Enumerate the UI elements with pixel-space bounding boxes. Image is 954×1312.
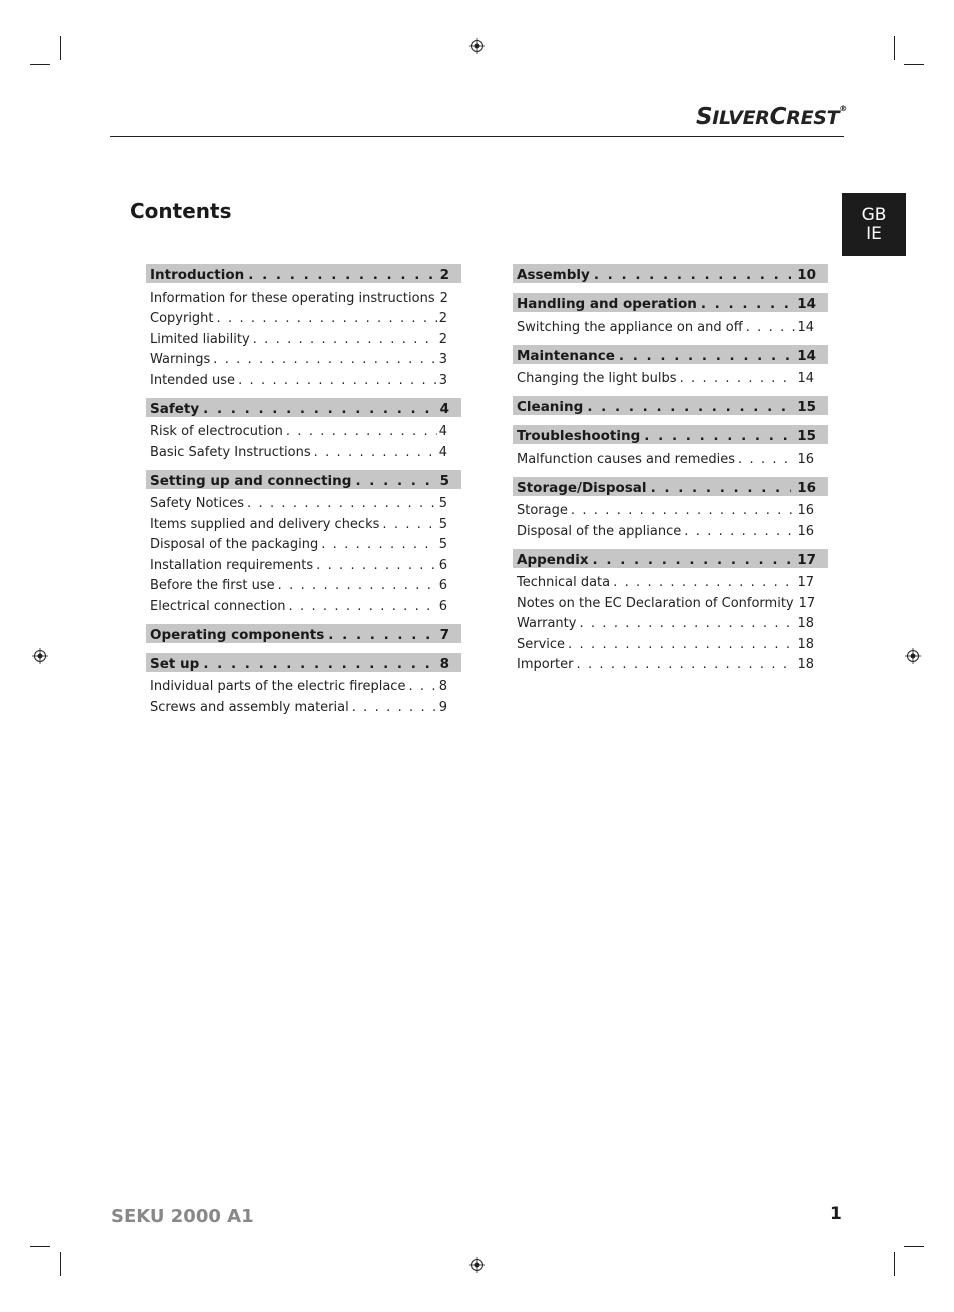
toc-section-heading xyxy=(513,477,828,496)
dot-leader xyxy=(619,348,791,364)
entry-title: Items supplied and delivery checks xyxy=(150,516,380,532)
toc-entry-list xyxy=(513,364,828,387)
brand-initial: S xyxy=(696,104,713,130)
toc-entry xyxy=(146,593,461,614)
toc-entry xyxy=(513,631,828,652)
crop-mark xyxy=(60,1252,61,1276)
toc-section xyxy=(146,624,461,643)
entry-page-number: 14 xyxy=(797,371,814,386)
section-title: Set up xyxy=(150,655,200,672)
entry-page-number: 5 xyxy=(438,516,447,532)
brand-initial: C xyxy=(769,104,787,130)
entry-page-number: 18 xyxy=(797,616,814,631)
toc-entry xyxy=(146,694,461,715)
section-title: Safety xyxy=(150,400,200,417)
registration-mark-icon xyxy=(32,648,48,664)
toc-entry-list xyxy=(146,672,461,715)
dot-leader xyxy=(247,496,437,511)
dot-leader xyxy=(571,503,796,518)
toc-left-column xyxy=(146,264,461,725)
crop-mark xyxy=(894,36,895,60)
toc-entry xyxy=(513,570,828,591)
dot-leader xyxy=(594,267,791,283)
section-title: Introduction xyxy=(150,267,245,283)
entry-page-number: 5 xyxy=(438,537,447,552)
entry-title: Notes on the EC Declaration of Conformity xyxy=(517,595,794,611)
toc-section xyxy=(513,345,828,387)
dot-leader xyxy=(328,627,433,643)
registration-mark-icon xyxy=(905,648,921,664)
dot-leader xyxy=(593,552,792,568)
entry-title: Electrical connection xyxy=(150,598,286,614)
section-page-number: 17 xyxy=(797,551,816,568)
entry-page-number: 16 xyxy=(797,503,814,518)
dot-leader xyxy=(644,428,791,444)
language-code: GB xyxy=(861,204,887,225)
entry-page-number: 6 xyxy=(438,598,447,614)
entry-title: Information for these operating instructions xyxy=(150,290,435,306)
entry-title: Warnings xyxy=(150,352,211,367)
toc-entry xyxy=(513,498,828,519)
entry-title: Importer xyxy=(517,657,574,672)
entry-page-number: 2 xyxy=(438,311,447,326)
language-tab xyxy=(842,193,906,256)
entry-title: Disposal of the packaging xyxy=(150,537,319,552)
dot-leader xyxy=(577,657,796,672)
toc-entry xyxy=(146,439,461,460)
dot-leader xyxy=(738,452,795,467)
dot-leader xyxy=(568,637,795,652)
toc-section-heading xyxy=(513,396,828,415)
section-page-number: 16 xyxy=(797,479,816,496)
toc-entry xyxy=(146,511,461,532)
entry-title: Individual parts of the electric fireplace xyxy=(150,679,406,694)
dot-leader xyxy=(253,332,437,347)
crop-mark xyxy=(60,36,61,60)
entry-title: Switching the appliance on and off xyxy=(517,319,743,335)
entry-title: Changing the light bulbs xyxy=(517,371,677,386)
entry-page-number: 9 xyxy=(438,699,447,715)
section-title: Assembly xyxy=(517,267,590,283)
crop-mark xyxy=(30,1246,50,1247)
dot-leader xyxy=(613,575,795,590)
toc-entry xyxy=(513,446,828,467)
dot-leader xyxy=(382,517,436,532)
toc-section xyxy=(513,264,828,283)
toc-section xyxy=(513,425,828,467)
entry-title: Copyright xyxy=(150,311,214,326)
toc-section xyxy=(146,264,461,388)
section-title: Cleaning xyxy=(517,399,584,415)
model-number: SEKU 2000 A1 xyxy=(111,1206,254,1227)
dot-leader xyxy=(238,373,437,388)
dot-leader xyxy=(217,311,437,326)
dot-leader xyxy=(352,700,437,715)
toc-entry-list xyxy=(513,496,828,539)
dot-leader xyxy=(248,267,433,283)
toc-entry xyxy=(513,611,828,632)
entry-page-number: 4 xyxy=(438,444,447,460)
section-title: Setting up and connecting xyxy=(150,472,352,489)
toc-entry xyxy=(146,674,461,695)
section-page-number: 14 xyxy=(797,296,816,312)
dot-leader xyxy=(408,679,436,694)
entry-title: Warranty xyxy=(517,616,577,631)
dot-leader xyxy=(321,537,437,552)
dot-leader xyxy=(316,558,437,573)
toc-section-heading xyxy=(146,653,461,672)
entry-page-number: 18 xyxy=(797,636,814,652)
dot-leader xyxy=(680,371,796,386)
dot-leader xyxy=(289,599,437,614)
registration-mark-icon xyxy=(469,38,485,54)
toc-entry-list xyxy=(513,444,828,467)
section-title: Handling and operation xyxy=(517,296,697,312)
entry-title: Disposal of the appliance xyxy=(517,523,682,539)
toc-entry-list xyxy=(146,489,461,614)
brand-logo xyxy=(696,104,847,130)
toc-entry xyxy=(146,306,461,327)
section-page-number: 4 xyxy=(439,400,449,417)
toc-section-heading xyxy=(513,425,828,444)
entry-page-number: 18 xyxy=(797,657,814,672)
toc-entry xyxy=(146,491,461,512)
toc-section-heading xyxy=(513,345,828,364)
toc-entry xyxy=(146,347,461,368)
toc-section xyxy=(513,477,828,539)
section-title: Storage/Disposal xyxy=(517,479,647,496)
toc-entry xyxy=(513,590,828,611)
dot-leader xyxy=(587,399,791,415)
toc-section-heading xyxy=(146,624,461,643)
dot-leader xyxy=(684,524,795,539)
toc-entry xyxy=(513,366,828,387)
toc-entry xyxy=(146,573,461,594)
toc-entry-list xyxy=(513,312,828,335)
dot-leader xyxy=(355,473,433,489)
toc-section xyxy=(146,470,461,614)
toc-entry-list xyxy=(513,568,828,673)
section-page-number: 14 xyxy=(797,347,816,364)
entry-title: Intended use xyxy=(150,372,236,388)
section-title: Operating components xyxy=(150,626,325,643)
entry-page-number: 3 xyxy=(438,372,447,388)
dot-leader xyxy=(203,656,433,672)
section-page-number: 5 xyxy=(439,472,449,489)
entry-title: Risk of electrocution xyxy=(150,424,283,439)
entry-page-number: 16 xyxy=(797,451,814,467)
registered-mark: ® xyxy=(839,104,847,113)
dot-leader xyxy=(203,401,433,417)
toc-entry-list xyxy=(146,417,461,460)
crop-mark xyxy=(30,64,50,65)
toc-section xyxy=(146,653,461,715)
entry-title: Safety Notices xyxy=(150,496,245,511)
toc-section xyxy=(513,396,828,415)
section-page-number: 8 xyxy=(439,655,449,672)
toc-section-heading xyxy=(146,264,461,283)
entry-page-number: 6 xyxy=(438,578,447,593)
header-rule xyxy=(110,136,844,137)
dot-leader xyxy=(579,616,795,631)
entry-page-number: 6 xyxy=(438,557,447,573)
toc-section xyxy=(146,398,461,460)
toc-section-heading xyxy=(513,264,828,283)
section-title: Maintenance xyxy=(517,347,615,364)
entry-page-number: 2 xyxy=(438,331,447,347)
toc-entry xyxy=(513,518,828,539)
section-page-number: 15 xyxy=(797,399,816,415)
toc-entry-list xyxy=(146,283,461,388)
dot-leader xyxy=(651,480,792,496)
dot-leader xyxy=(701,296,791,312)
toc-section-heading xyxy=(146,398,461,417)
entry-page-number: 2 xyxy=(439,290,448,306)
crop-mark xyxy=(904,64,924,65)
brand-text: REST xyxy=(786,107,840,129)
dot-leader xyxy=(746,320,796,335)
section-title: Troubleshooting xyxy=(517,428,641,444)
toc-entry xyxy=(513,314,828,335)
entry-page-number: 4 xyxy=(438,424,447,439)
toc-entry xyxy=(146,532,461,553)
toc-entry xyxy=(146,367,461,388)
section-page-number: 7 xyxy=(439,626,449,643)
entry-page-number: 16 xyxy=(797,523,814,539)
toc-section xyxy=(513,293,828,335)
language-code: IE xyxy=(866,223,882,244)
entry-page-number: 8 xyxy=(438,679,447,694)
entry-title: Storage xyxy=(517,503,568,518)
entry-page-number: 14 xyxy=(797,319,814,335)
section-page-number: 2 xyxy=(439,267,449,283)
page-title: Contents xyxy=(130,199,232,223)
section-page-number: 10 xyxy=(797,267,816,283)
entry-title: Installation requirements xyxy=(150,557,314,573)
toc-entry xyxy=(146,326,461,347)
entry-title: Before the first use xyxy=(150,578,275,593)
toc-section xyxy=(513,549,828,673)
dot-leader xyxy=(213,352,436,367)
entry-page-number: 3 xyxy=(438,352,447,367)
toc-right-column xyxy=(513,264,828,682)
dot-leader xyxy=(278,578,437,593)
toc-section-heading xyxy=(513,293,828,312)
toc-entry xyxy=(146,285,461,306)
toc-section-heading xyxy=(513,549,828,568)
dot-leader xyxy=(286,424,437,439)
entry-page-number: 17 xyxy=(797,575,814,590)
toc-section-heading xyxy=(146,470,461,489)
section-page-number: 15 xyxy=(797,428,816,444)
entry-page-number: 5 xyxy=(438,496,447,511)
crop-mark xyxy=(904,1246,924,1247)
page-number: 1 xyxy=(830,1204,842,1224)
entry-title: Limited liability xyxy=(150,331,250,347)
toc-entry xyxy=(513,652,828,673)
entry-title: Service xyxy=(517,636,566,652)
toc-entry xyxy=(146,552,461,573)
registration-mark-icon xyxy=(469,1257,485,1273)
section-title: Appendix xyxy=(517,551,589,568)
dot-leader xyxy=(314,445,437,460)
entry-page-number: 17 xyxy=(798,595,816,611)
toc-entry xyxy=(146,419,461,440)
entry-title: Basic Safety Instructions xyxy=(150,444,311,460)
entry-title: Technical data xyxy=(517,575,611,590)
brand-text: ILVER xyxy=(712,107,770,129)
crop-mark xyxy=(894,1252,895,1276)
entry-title: Malfunction causes and remedies xyxy=(517,451,736,467)
entry-title: Screws and assembly material xyxy=(150,699,349,715)
